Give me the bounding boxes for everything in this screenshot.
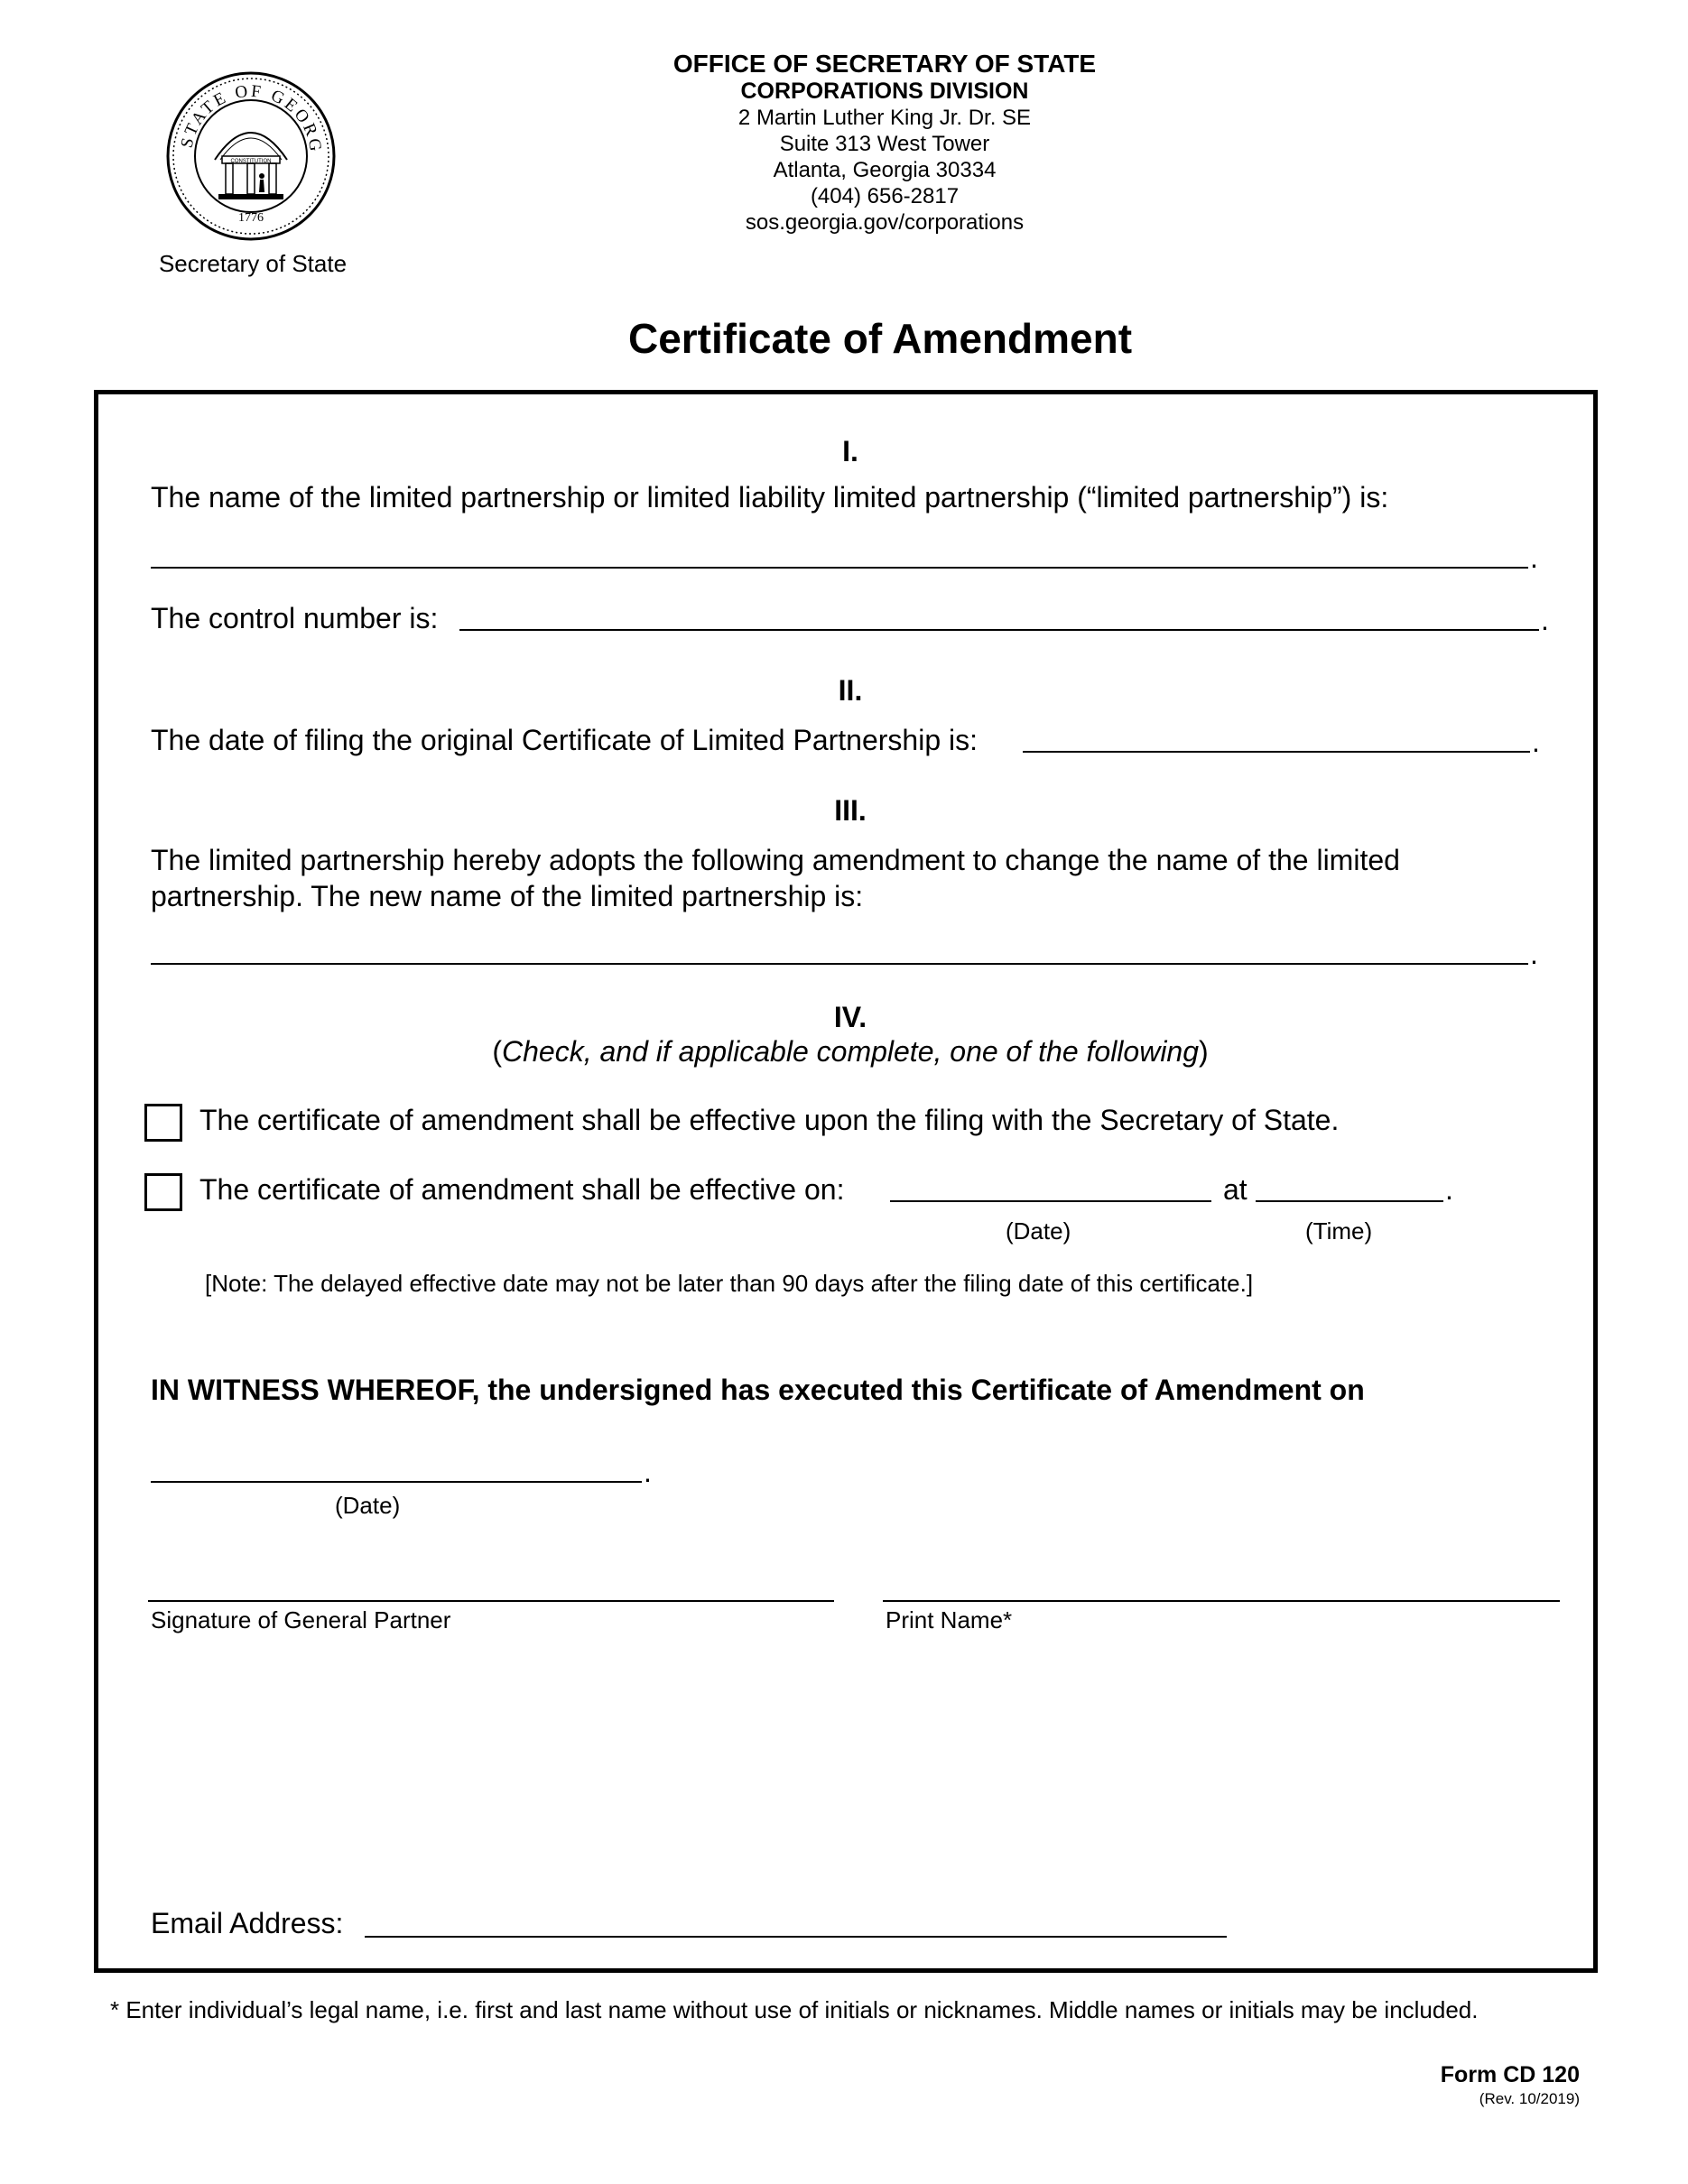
email-label: Email Address:	[151, 1907, 344, 1939]
office-name: OFFICE OF SECRETARY OF STATE	[672, 50, 1097, 78]
section-4-heading: IV.	[833, 1001, 867, 1033]
print-name-footnote: * Enter individual’s legal name, i.e. first and last name without use of initials or nicknames. Middle names or initials may be included.	[110, 1996, 1479, 2023]
signature-input[interactable]	[148, 1568, 834, 1602]
seal-banner-text: CONSTITUTION	[230, 159, 272, 164]
section-4-instruction	[98, 1035, 1602, 1069]
svg-text:STATE OF GEORGIA	[164, 69, 325, 155]
effective-upon-filing-label: The certificate of amendment shall be effective upon the filing with the Secretary of State.	[199, 1104, 1340, 1136]
seal-caption: Secretary of State	[158, 250, 348, 277]
form-box: I. The name of the limited partnership or limited liability limited partnership (“limited partnership”) is: . The control number is: . II. The date of filing the original Certificate of Limited Partnership is: . III. The limited partnership hereby adopts the following amendment to change the name of the limited partnership. The new name of the limited partnership is: . IV. (Check, and if applicable complete, one of the following) The certificate of amendment shall be effective upon the filing with the Secretary of State. The certificate of amendment shall be effective on: at . (Date) (Time) [Note: The delayed effective date may not be later than 90 days after the filing date of this certificate.] IN WITNESS WHEREOF, the undersigned has executed this Certificate of Amendment on . (Date) Signature of General Partner Print Name* Email Address:	[94, 390, 1598, 1973]
effective-date-input[interactable]	[890, 1168, 1211, 1202]
control-number-input[interactable]	[459, 597, 1539, 631]
delayed-date-note: [Note: The delayed effective date may not be later than 90 days after the filing date of this certificate.]	[205, 1270, 1254, 1297]
office-phone: (404) 656-2817	[810, 184, 960, 208]
partnership-name-prompt: The name of the limited partnership or limited liability limited partnership (“limited partnership”) is:	[151, 481, 1389, 514]
seal-year: 1776	[238, 211, 264, 225]
division-name: CORPORATIONS DIVISION	[740, 79, 1029, 104]
address-line-2: Suite 313 West Tower	[779, 132, 990, 156]
document-title: Certificate of Amendment	[627, 315, 1133, 362]
effective-upon-filing-checkbox[interactable]	[144, 1104, 182, 1142]
effective-time-caption: (Time)	[1305, 1217, 1373, 1245]
address-line-1: 2 Martin Luther King Jr. Dr. SE	[737, 106, 1032, 130]
instruction-text: Check, and if applicable complete, one of the following	[501, 1035, 1200, 1068]
form-number: Form CD 120	[1440, 2062, 1580, 2087]
georgia-seal-image	[164, 69, 338, 243]
email-input[interactable]	[365, 1903, 1227, 1938]
filing-date-prompt: The date of filing the original Certificate of Limited Partnership is:	[151, 724, 978, 756]
print-name-label: Print Name*	[886, 1606, 1013, 1633]
effective-on-date-label: The certificate of amendment shall be effective on:	[199, 1173, 845, 1206]
effective-on-date-checkbox[interactable]	[144, 1173, 182, 1211]
new-partnership-name-input[interactable]	[151, 930, 1528, 965]
control-number-prompt: The control number is:	[151, 602, 439, 634]
section-1-heading: I.	[842, 435, 858, 467]
execution-date-input[interactable]	[151, 1448, 642, 1483]
execution-date-caption: (Date)	[335, 1492, 401, 1519]
instruction-paren-open: (	[492, 1035, 502, 1068]
section-2-heading: II.	[838, 674, 863, 707]
effective-time-input[interactable]	[1256, 1168, 1443, 1202]
section-3-heading: III.	[834, 794, 867, 827]
amendment-text-line-2: partnership. The new name of the limited partnership is:	[151, 880, 864, 912]
signature-label: Signature of General Partner	[151, 1606, 451, 1633]
seal-ring-text: STATE OF GEORG	[177, 81, 326, 155]
partnership-name-input[interactable]	[151, 534, 1528, 569]
effective-date-caption: (Date)	[1006, 1217, 1071, 1245]
amendment-text-line-1: The limited partnership hereby adopts the following amendment to change the name of the limited	[151, 844, 1400, 876]
witness-statement: IN WITNESS WHEREOF, the undersigned has executed this Certificate of Amendment on	[151, 1374, 1365, 1406]
office-header	[569, 50, 1201, 236]
original-filing-date-input[interactable]	[1023, 718, 1530, 753]
address-city: Atlanta, Georgia 30334	[773, 158, 997, 182]
at-label: at	[1223, 1173, 1247, 1206]
office-website: sos.georgia.gov/corporations	[745, 210, 1025, 235]
instruction-paren-close: )	[1199, 1035, 1209, 1068]
print-name-input[interactable]	[883, 1568, 1560, 1602]
form-revision: (Rev. 10/2019)	[1479, 2090, 1580, 2107]
